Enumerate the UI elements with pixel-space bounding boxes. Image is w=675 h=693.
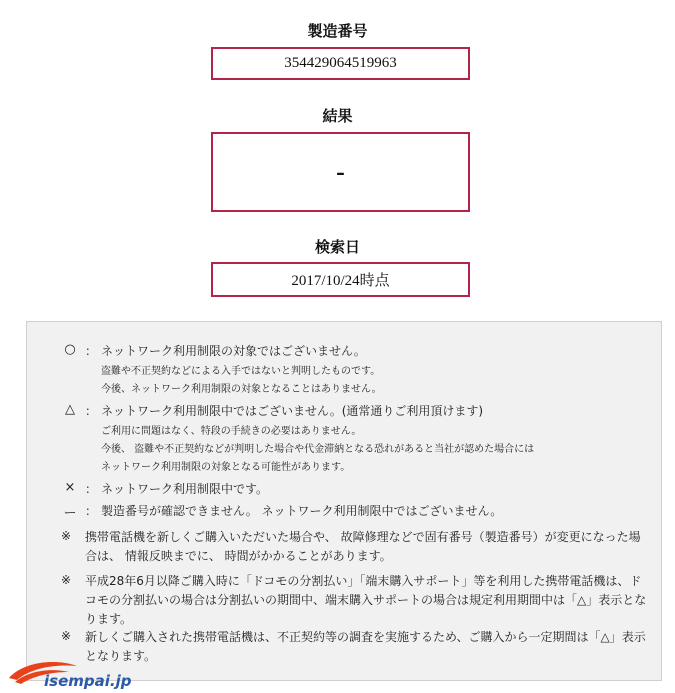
dash-symbol: ー bbox=[63, 506, 77, 521]
result-label: 結果 bbox=[322, 107, 353, 125]
result-value: - bbox=[336, 157, 345, 186]
serial-value-box bbox=[211, 47, 470, 80]
dash-colon: ： bbox=[85, 504, 98, 518]
triangle-sub-text-2: 今後、 盗難や不正契約などが判明した場合や代金滞納となる恐れがあると当社が認めた場合には bbox=[101, 444, 535, 455]
circle-symbol: ○ bbox=[64, 342, 76, 357]
triangle-symbol: △ bbox=[65, 402, 75, 417]
serial-value: 354429064519963 bbox=[284, 55, 397, 71]
cross-main-text: ネットワーク利用制限中です。 bbox=[101, 482, 269, 496]
dash-main-text: 製造番号が確認できません。 ネットワーク利用制限中ではございません。 bbox=[101, 504, 503, 518]
serial-label: 製造番号 bbox=[307, 22, 368, 40]
cross-symbol: × bbox=[64, 480, 76, 495]
triangle-sub-text-1: ご利用に問題はなく、特段の手続きの必要はありません。 bbox=[101, 426, 362, 437]
triangle-sub-text-3: ネットワーク利用制限の対象となる可能性があります。 bbox=[101, 462, 351, 473]
note-2-text: 平成28年6月以降ご購入時に「ドコモの分割払い」「端末購入サポート」等を利用した携帯電話機は、ドコモの分割払いの場合は分割払いの期間中、端末購入サポートの場合は規定利用期間中は「△」表示となります。 bbox=[85, 574, 647, 626]
cross-colon: ： bbox=[85, 482, 98, 496]
legend-panel bbox=[26, 321, 662, 681]
triangle-main-text: ネットワーク利用制限中ではございません。(通常通りご利用頂けます) bbox=[101, 404, 484, 418]
search-date-box bbox=[211, 262, 470, 297]
note-2-mark: ※ bbox=[61, 573, 72, 587]
note-3-mark: ※ bbox=[61, 629, 72, 643]
search-date-label: 検索日 bbox=[314, 238, 360, 256]
result-value-box bbox=[211, 132, 470, 212]
note-3-text: 新しくご購入された携帯電話機は、不正契約等の調査を実施するため、ご購入から一定期間は「△」表示となります。 bbox=[85, 630, 646, 663]
circle-main-text: ネットワーク利用制限の対象ではございません。 bbox=[101, 344, 366, 358]
circle-sub-text-2: 今後、ネットワーク利用制限の対象となることはありません。 bbox=[101, 384, 382, 395]
search-date-value: 2017/10/24時点 bbox=[291, 273, 390, 289]
note-1-mark: ※ bbox=[61, 529, 72, 543]
circle-colon: ： bbox=[85, 344, 98, 358]
triangle-colon: ： bbox=[85, 404, 98, 418]
logo-text[interactable]: isempai.jp bbox=[44, 672, 132, 690]
note-1-text: 携帯電話機を新しくご購入いただいた場合や、 故障修理などで固有番号（製造番号）が変更になった場合は、 情報反映までに、 時間がかかることがあります。 bbox=[85, 530, 641, 563]
circle-sub-text-1: 盗難や不正契約などによる入手ではないと判明したものです。 bbox=[101, 366, 381, 377]
